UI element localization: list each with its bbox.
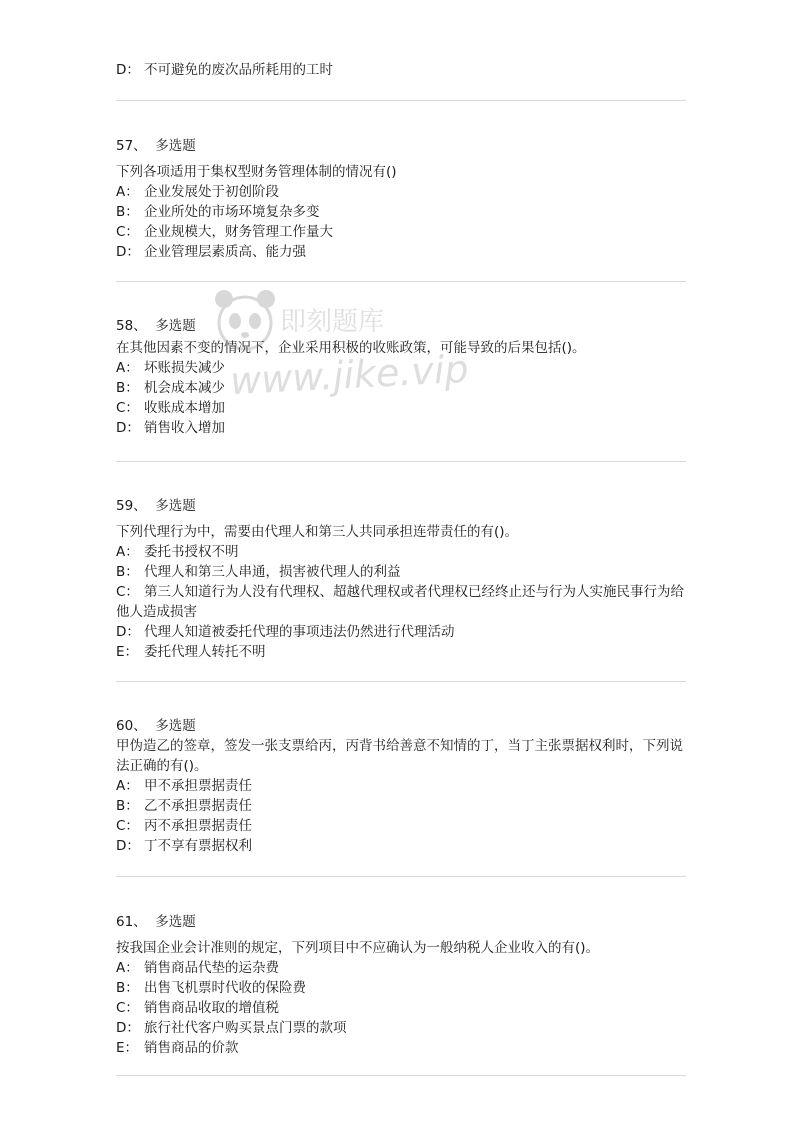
option-key: B： [116,798,139,814]
question-type: 多选题 [155,498,196,514]
option-d[interactable] [116,242,686,262]
option-text: 企业管理层素质高、能力强 [144,244,306,260]
option-text: 出售飞机票时代收的保险费 [144,980,306,996]
option-key: C： [116,818,139,834]
question-stem: 按我国企业会计准则的规定，下列项目中不应确认为一般纳税人企业收入的有()。 [116,940,600,956]
option-text: 旅行社代客户购买景点门票的款项 [144,1020,347,1036]
option-key: D： [116,624,140,640]
divider [116,100,686,101]
option-a[interactable] [116,542,686,562]
question-61 [116,912,686,1058]
option-text: 销售商品的价款 [144,1040,239,1056]
option-d[interactable] [116,836,686,856]
option-key: C： [116,224,139,240]
option-text: 甲不承担票据责任 [144,778,252,794]
option-a[interactable] [116,182,686,202]
question-stem: 下列代理行为中，需要由代理人和第三人共同承担连带责任的有()。 [116,524,519,540]
divider [116,681,686,682]
option-key: B： [116,980,139,996]
option-text: 乙不承担票据责任 [144,798,252,814]
option-text: 销售商品收取的增值税 [144,1000,279,1016]
option-b[interactable] [116,562,686,582]
option-text: 销售商品代垫的运杂费 [144,960,279,976]
option-d [116,60,686,80]
option-key: C： [116,400,139,416]
question-60 [116,716,686,856]
divider [116,1075,686,1076]
option-text: 企业规模大，财务管理工作量大 [144,224,333,240]
prev-question-tail [116,60,686,80]
option-key: D： [116,838,140,854]
option-c[interactable] [116,582,686,622]
option-b[interactable] [116,978,686,998]
option-key: D： [116,420,140,436]
watermark-brand: 即刻题库 [280,307,385,337]
option-a[interactable] [116,358,686,378]
question-number: 59、 [116,498,147,514]
option-c[interactable] [116,816,686,836]
option-key: C： [116,584,139,600]
option-text: 丁不享有票据权利 [144,838,252,854]
option-text: 收账成本增加 [144,400,225,416]
option-a[interactable] [116,776,686,796]
option-e[interactable] [116,642,686,662]
option-key: E： [116,1040,139,1056]
option-text: 坏账损失减少 [144,360,225,376]
question-header [116,496,686,516]
question-stem: 甲伪造乙的签章，签发一张支票给丙，丙背书给善意不知情的丁，当丁主张票据权利时，下列说法正确的有()。 [116,738,683,774]
option-a[interactable] [116,958,686,978]
option-d[interactable] [116,418,686,438]
question-type: 多选题 [155,718,196,734]
option-c[interactable] [116,222,686,242]
option-text: 不可避免的废次品所耗用的工时 [144,62,333,78]
question-header [116,912,686,932]
question-number: 58、 [116,318,147,334]
option-text: 代理人和第三人串通，损害被代理人的利益 [144,564,401,580]
option-key: C： [116,1000,139,1016]
question-header [116,136,686,156]
option-d[interactable] [116,622,686,642]
question-type: 多选题 [155,318,196,334]
option-b[interactable] [116,378,686,398]
question-type: 多选题 [155,914,196,930]
option-text: 企业所处的市场环境复杂多变 [144,204,320,220]
option-c[interactable] [116,398,686,418]
option-b[interactable] [116,796,686,816]
option-key: A： [116,184,139,200]
option-text: 委托代理人转托不明 [144,644,266,660]
option-key: B： [116,204,139,220]
question-stem: 下列各项适用于集权型财务管理体制的情况有() [116,164,397,180]
option-d[interactable] [116,1018,686,1038]
option-text: 销售收入增加 [144,420,225,436]
watermark-url: www.jike.vip [229,346,470,404]
question-58 [116,316,686,438]
option-text: 丙不承担票据责任 [144,818,252,834]
option-text: 机会成本减少 [144,380,225,396]
option-key: B： [116,564,139,580]
question-57 [116,136,686,262]
question-header [116,716,686,736]
question-stem: 在其他因素不变的情况下，企业采用积极的收账政策，可能导致的后果包括()。 [116,340,586,356]
option-key: B： [116,380,139,396]
option-e[interactable] [116,1038,686,1058]
option-text: 代理人知道被委托代理的事项违法仍然进行代理活动 [144,624,455,640]
option-key: D： [116,62,140,78]
option-key: A： [116,544,139,560]
option-c[interactable] [116,998,686,1018]
option-key: A： [116,960,139,976]
question-number: 61、 [116,914,147,930]
divider [116,876,686,877]
option-key: A： [116,360,139,376]
option-key: E： [116,644,139,660]
option-b[interactable] [116,202,686,222]
divider [116,281,686,282]
question-header [116,316,686,336]
option-key: A： [116,778,139,794]
question-59 [116,496,686,662]
question-number: 57、 [116,138,147,154]
option-text: 委托书授权不明 [144,544,239,560]
option-text: 第三人知道行为人没有代理权、超越代理权或者代理权已经终止还与行为人实施民事行为给他人造成损害 [116,584,684,620]
option-key: D： [116,1020,140,1036]
question-type: 多选题 [155,138,196,154]
divider [116,461,686,462]
question-number: 60、 [116,718,147,734]
option-key: D： [116,244,140,260]
option-text: 企业发展处于初创阶段 [144,184,279,200]
